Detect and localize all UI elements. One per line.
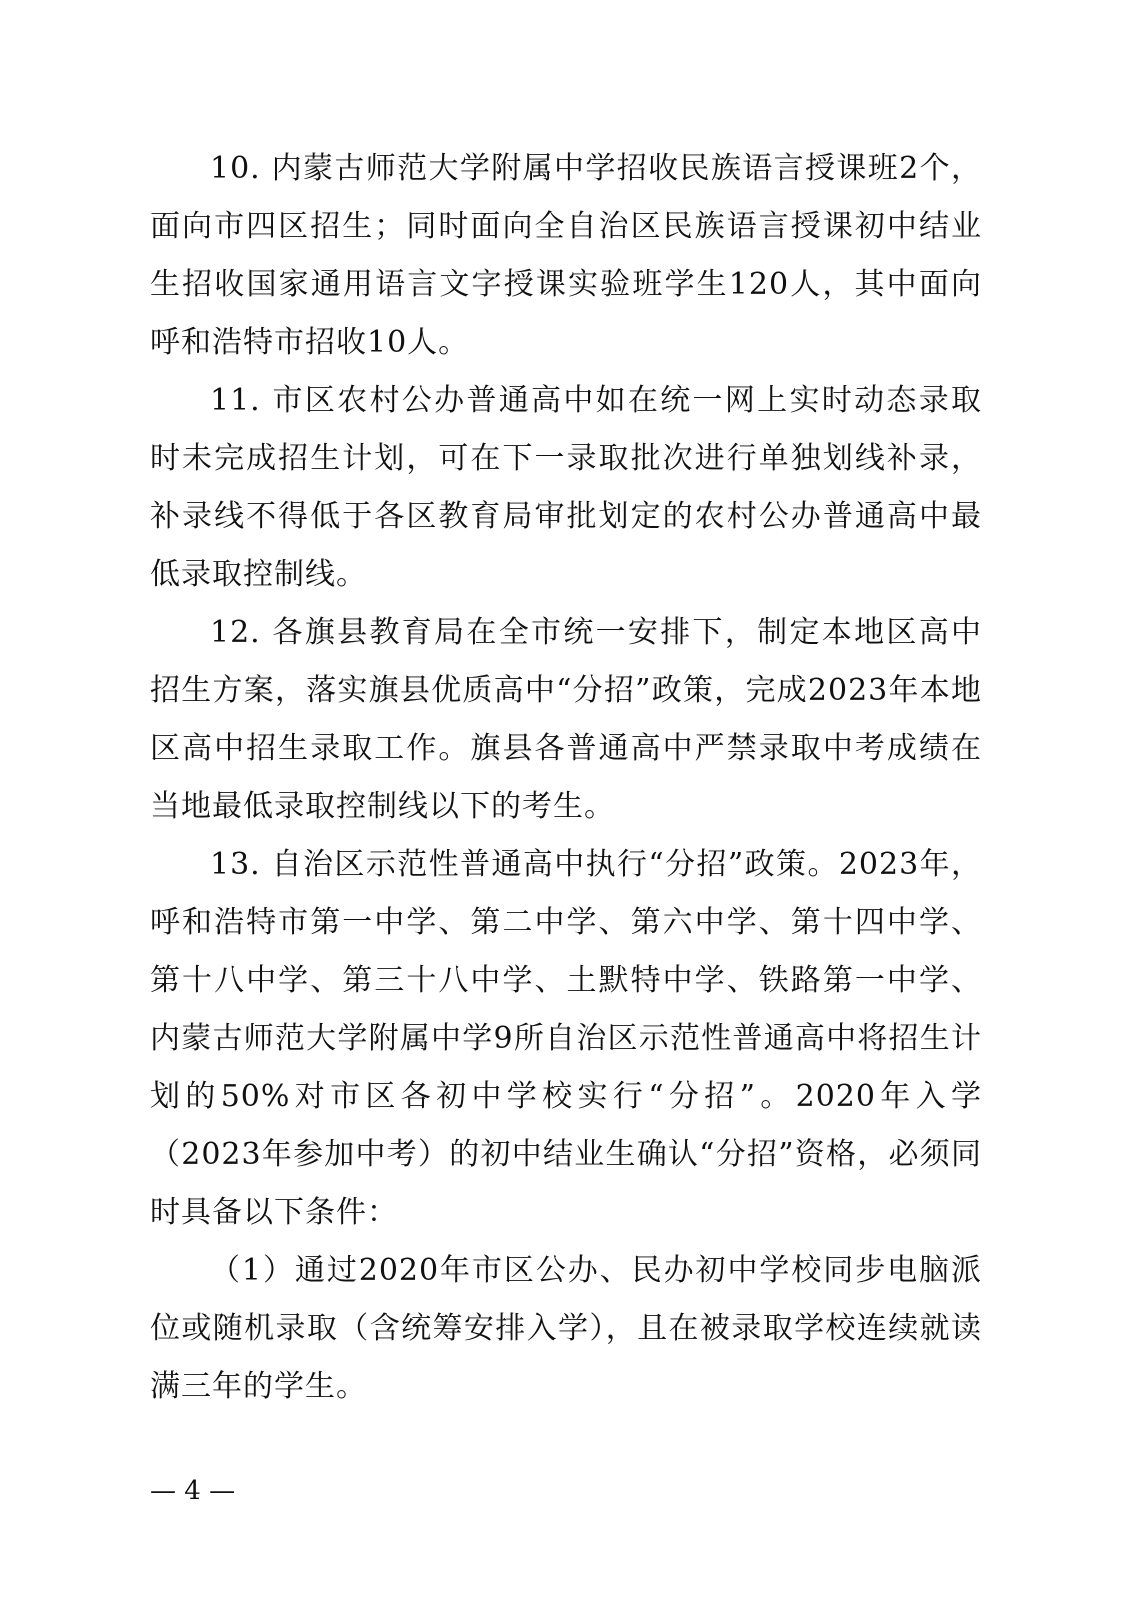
paragraph-10: 10. 内蒙古师范大学附属中学招收民族语言授课班2个，面向市四区招生；同时面向全自治区民族语言授课初中结业生招收国家通用语言文字授课实验班学生120人，其中面向呼和浩特市招收10人。 bbox=[150, 151, 982, 360]
paragraph-11: 11. 市区农村公办普通高中如在统一网上实时动态录取时未完成招生计划，可在下一录取批次进行单独划线补录，补录线不得低于各区教育局审批划定的农村公办普通高中最低录取控制线。 bbox=[150, 383, 982, 592]
document-body bbox=[150, 140, 982, 1416]
paragraph-13: 13. 自治区示范性普通高中执行“分招”政策。2023年，呼和浩特市第一中学、第二中学、第六中学、第十四中学、第十八中学、第三十八中学、土默特中学、铁路第一中学、内蒙古师范大学附属中学9所自治区示范性普通高中将招生计划的50%对市区各初中学校实行“分招”。2020年入学（2023年参加中考）的初中结业生确认“分招”资格，必须同时具备以下条件： bbox=[150, 847, 982, 1230]
page-number: — 4 — bbox=[150, 1476, 236, 1506]
paragraph-13-condition-1: （1）通过2020年市区公办、民办初中学校同步电脑派位或随机录取（含统筹安排入学），且在被录取学校连续就读满三年的学生。 bbox=[150, 1253, 982, 1404]
paragraph-12: 12. 各旗县教育局在全市统一安排下，制定本地区高中招生方案，落实旗县优质高中“分招”政策，完成2023年本地区高中招生录取工作。旗县各普通高中严禁录取中考成绩在当地最低录取控制线以下的考生。 bbox=[150, 615, 982, 824]
